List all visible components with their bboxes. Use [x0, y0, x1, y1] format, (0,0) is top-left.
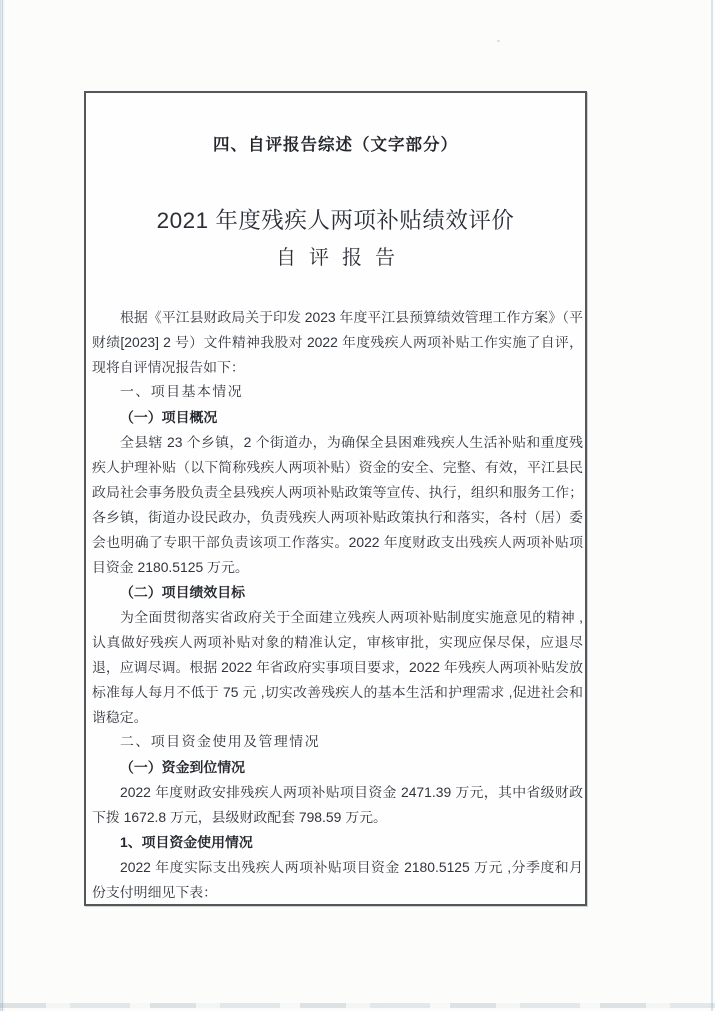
heading-project-basic-info: 一、项目基本情况 — [120, 385, 244, 400]
paragraph-project-overview: 全县辖 23 个乡镇，2 个街道办，为确保全县困难残疾人生活补贴和重度残疾人护理补贴（以下简称残疾人两项补贴）资金的安全、完整、有效，平江县民政局社会事务股负责全县残疾人两项补贴政策等宣传、执行，组织和服务工作；各乡镇，街道办设民政办，负责残疾人两项补贴政策执行和落实，各村（居）委会也明确了专职干部负责该项工作落实。2022 年度财政支出残疾人两项补贴项目资金 2180.5125 万元。 — [92, 434, 583, 575]
scan-bottom-shadow — [0, 1001, 715, 1011]
heading-fund-usage: 1、项目资金使用情况 — [120, 834, 253, 850]
scan-edge-right-artifact — [711, 0, 713, 1011]
paragraph-fund-usage: 2022 年度实际支出残疾人两项补贴项目资金 2180.5125 万元 ,分季度和月份支付明细见下表： — [92, 859, 583, 900]
scan-edge-left-artifact — [0, 0, 5, 1011]
heading-fund-arrival: （一）资金到位情况 — [120, 759, 246, 775]
report-title: 2021 年度残疾人两项补贴绩效评价 — [156, 208, 515, 233]
paragraph-intro: 根据《平江县财政局关于印发 2023 年度平江县预算绩效管理工作方案》（平财绩[2023] 2 号）文件精神我股对 2022 年度残疾人两项补贴工作实施了自评，现将自评情况报告如下： — [92, 309, 583, 375]
paragraph-performance-goals: 为全面贯彻落实省政府关于全面建立残疾人两项补贴制度实施意见的精神 ,认真做好残疾人两项补贴对象的精准认定，审核审批，实现应保尽保，应退尽退，应调尽调。根据 2022 年省政府实事项目要求，2022 年残疾人两项补贴发放标准每人每月不低于 75 元 ,切实改善残疾人的基本生活和护理需求 ,促进社会和谐稳定。 — [92, 609, 583, 725]
paragraph-fund-arrival: 2022 年度财政安排残疾人两项补贴项目资金 2471.39 万元，其中省级财政下拨 1672.8 万元，县级财政配套 798.59 万元。 — [92, 784, 583, 825]
report-body — [92, 305, 583, 905]
heading-fund-usage-mgmt: 二、项目资金使用及管理情况 — [120, 735, 321, 750]
heading-project-overview: （一）项目概况 — [120, 409, 218, 425]
report-subtitle: 自评报告 — [276, 247, 408, 269]
document-border-frame — [84, 91, 587, 906]
heading-performance-goals: （二）项目绩效目标 — [120, 584, 246, 600]
scan-speck — [497, 40, 500, 42]
section-heading: 四、自评报告综述（文字部分） — [213, 136, 458, 154]
